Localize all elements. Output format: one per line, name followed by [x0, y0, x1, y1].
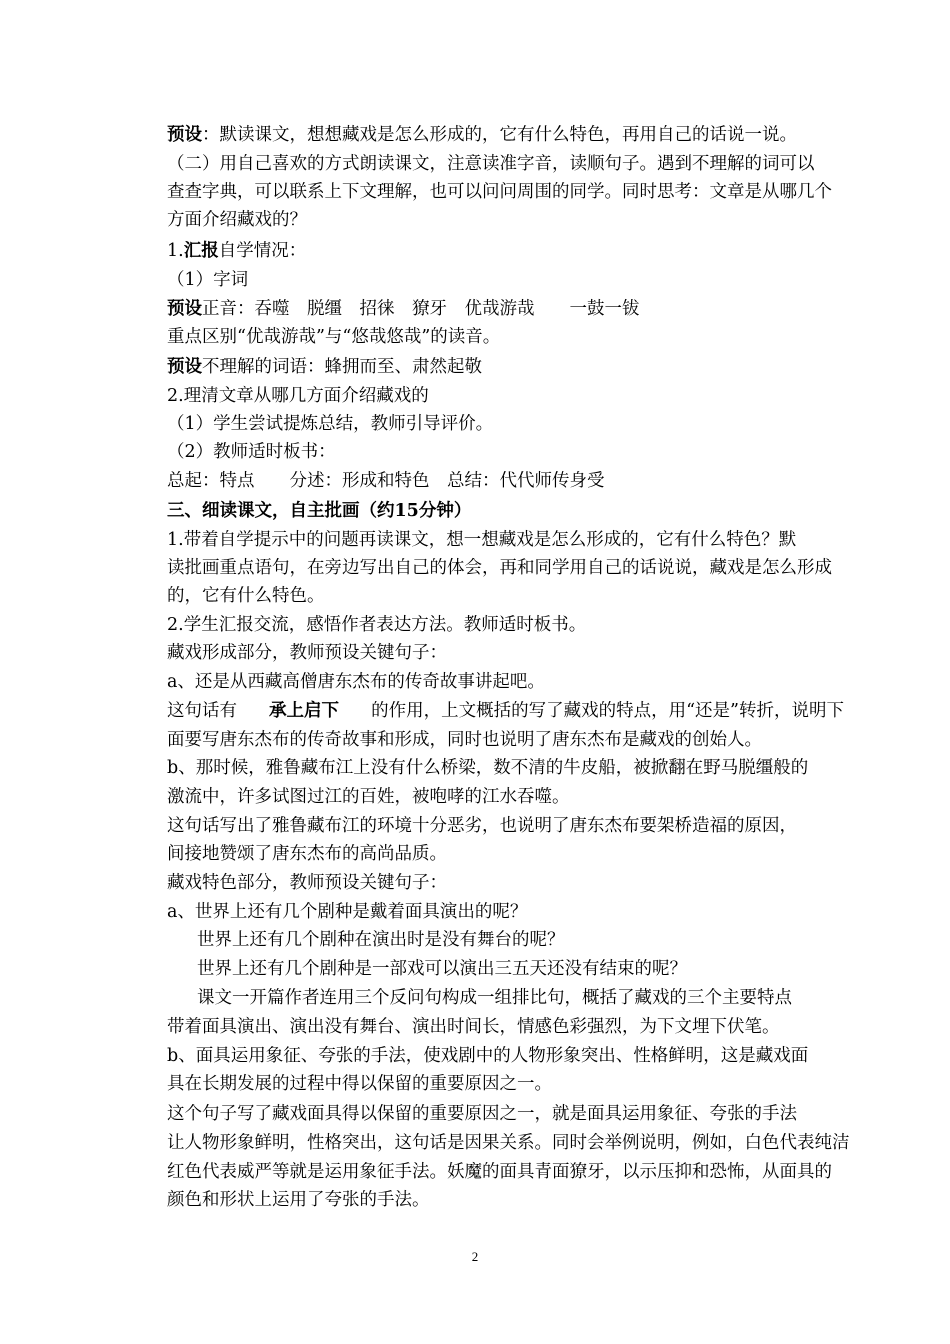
bold-text: 预设 [167, 299, 202, 319]
bold-text: 汇报 [183, 241, 219, 261]
text-segment: 带着面具演出、演出没有舞台、演出时间长，情感色彩强烈，为下文埋下伏笔。 [167, 1017, 780, 1037]
text-line [167, 326, 500, 348]
text-line [167, 642, 447, 664]
text-segment: 自学情况： [218, 241, 307, 261]
text-line [167, 500, 471, 522]
text-line [197, 987, 792, 1009]
text-segment: 这句话写出了雅鲁藏布江的环境十分恶劣，也说明了唐东杰布要架桥造福的原因， [167, 816, 797, 836]
text-segment: 颜色和形状上运用了夸张的手法。 [167, 1190, 430, 1210]
page-number: 2 [471, 1249, 479, 1264]
text-segment: 藏戏形成部分，教师预设关键句子： [167, 643, 447, 663]
text-line [167, 1189, 430, 1211]
text-line [167, 671, 545, 693]
text-segment: 1.带着自学提示中的问题再读课文，想一想藏戏是怎么形成的，它有什么特色？默 [167, 530, 797, 550]
text-line [167, 413, 493, 435]
text-line [167, 557, 844, 579]
text-line [167, 1045, 844, 1067]
text-segment: 让人物形象鲜明，性格突出，这句话是因果关系。同时会举例说明，例如，白色代表纯洁 [167, 1133, 850, 1153]
text-line [167, 729, 762, 751]
text-segment: 面要写唐东杰布的传奇故事和形成，同时也说明了唐东杰布是藏戏的创始人。 [167, 730, 762, 750]
text-line [167, 298, 640, 320]
text-segment: 不理解的词语：蜂拥而至、肃然起敬 [202, 357, 482, 377]
text-line [167, 269, 248, 291]
text-line [167, 529, 844, 551]
text-line [167, 757, 844, 779]
text-segment: 具在长期发展的过程中得以保留的重要原因之一。 [167, 1074, 552, 1094]
text-segment: 查查字典，可以联系上下文理解，也可以问问周围的同学。同时思考：文章是从哪几个 [167, 182, 832, 202]
text-line [167, 153, 844, 175]
bold-text: 预设 [167, 125, 202, 145]
text-segment: （1）学生尝试提炼总结，教师引导评价。 [167, 414, 494, 434]
text-line [167, 1132, 850, 1154]
text-line [167, 1103, 797, 1125]
text-segment: 课文一开篇作者连用三个反问句构成一组排比句，概括了藏戏的三个主要特点 [197, 988, 792, 1008]
text-segment: 的作用，上文概括的写了藏戏的特点，用“还是”转折，说明下 [371, 701, 844, 721]
text-line [167, 585, 325, 607]
text-segment: 2.学生汇报交流，感悟作者表达方法。教师适时板书。 [167, 615, 587, 635]
text-line [167, 441, 336, 463]
bold-text: 预设 [167, 357, 202, 377]
text-line [167, 240, 306, 262]
text-line [167, 815, 844, 837]
bold-text: 三、细读课文，自主批画（约15分钟） [167, 501, 472, 521]
text-line [167, 700, 844, 722]
text-segment: 2.理清文章从哪几方面介绍藏戏的 [167, 386, 429, 406]
text-segment: （二）用自己喜欢的方式朗读课文，注意读准字音，读顺句子。遇到不理解的词可以 [167, 154, 815, 174]
text-segment: 正音：吞噬 脱缰 招徕 獠牙 优哉游哉 一鼓一钹 [202, 299, 640, 319]
text-segment: ：默读课文，想想藏戏是怎么形成的，它有什么特色，再用自己的话说一说。 [202, 125, 797, 145]
text-segment: b、面具运用象征、夸张的手法，使戏剧中的人物形象突出、性格鲜明，这是藏戏面 [167, 1046, 809, 1066]
text-segment: 激流中，许多试图过江的百姓，被咆哮的江水吞噬。 [167, 787, 570, 807]
text-segment: b、那时候，雅鲁藏布江上没有什么桥梁，数不清的牛皮船，被掀翻在野马脱缰般的 [167, 758, 809, 778]
text-segment: 重点区别“优哉游哉”与“悠哉悠哉”的读音。 [167, 327, 501, 347]
text-segment: 藏戏特色部分，教师预设关键句子： [167, 873, 447, 893]
text-line [167, 209, 307, 231]
text-segment: 红色代表威严等就是运用象征手法。妖魔的面具青面獠牙，以示压抑和恐怖，从面具的 [167, 1162, 832, 1182]
text-line [167, 385, 429, 407]
text-line [167, 901, 527, 923]
text-segment: 世界上还有几个剧种在演出时是没有舞台的呢？ [197, 930, 565, 950]
text-segment: 间接地赞颂了唐东杰布的高尚品质。 [167, 844, 447, 864]
text-segment: （1）字词 [167, 270, 249, 290]
text-segment: 方面介绍藏戏的？ [167, 210, 307, 230]
text-line [197, 958, 687, 980]
text-line [167, 1016, 780, 1038]
text-segment: 1. [167, 241, 184, 261]
text-line [167, 124, 797, 146]
text-segment: 世界上还有几个剧种是一部戏可以演出三五天还没有结束的呢？ [197, 959, 687, 979]
text-line [167, 872, 447, 894]
text-line [167, 614, 586, 636]
text-segment: （2）教师适时板书： [167, 442, 336, 462]
bold-text: 承上启下 [269, 701, 340, 721]
text-segment: 的，它有什么特色。 [167, 586, 325, 606]
text-segment: 读批画重点语句，在旁边写出自己的体会，再和同学用自己的话说说，藏戏是怎么形成 [167, 558, 832, 578]
text-line [197, 929, 565, 951]
text-line [167, 1161, 844, 1183]
text-line [167, 356, 482, 378]
text-line [167, 470, 605, 492]
text-line [167, 843, 447, 865]
text-line [167, 181, 832, 203]
text-segment: 这句话有 [167, 701, 237, 721]
text-line [167, 1073, 552, 1095]
text-line [167, 786, 570, 808]
text-segment: 这个句子写了藏戏面具得以保留的重要原因之一，就是面具运用象征、夸张的手法 [167, 1104, 797, 1124]
text-segment: a、还是从西藏高僧唐东杰布的传奇故事讲起吧。 [167, 672, 545, 692]
text-segment: a、世界上还有几个剧种是戴着面具演出的呢？ [167, 902, 528, 922]
text-segment: 总起：特点 分述：形成和特色 总结：代代师传身受 [167, 471, 605, 491]
